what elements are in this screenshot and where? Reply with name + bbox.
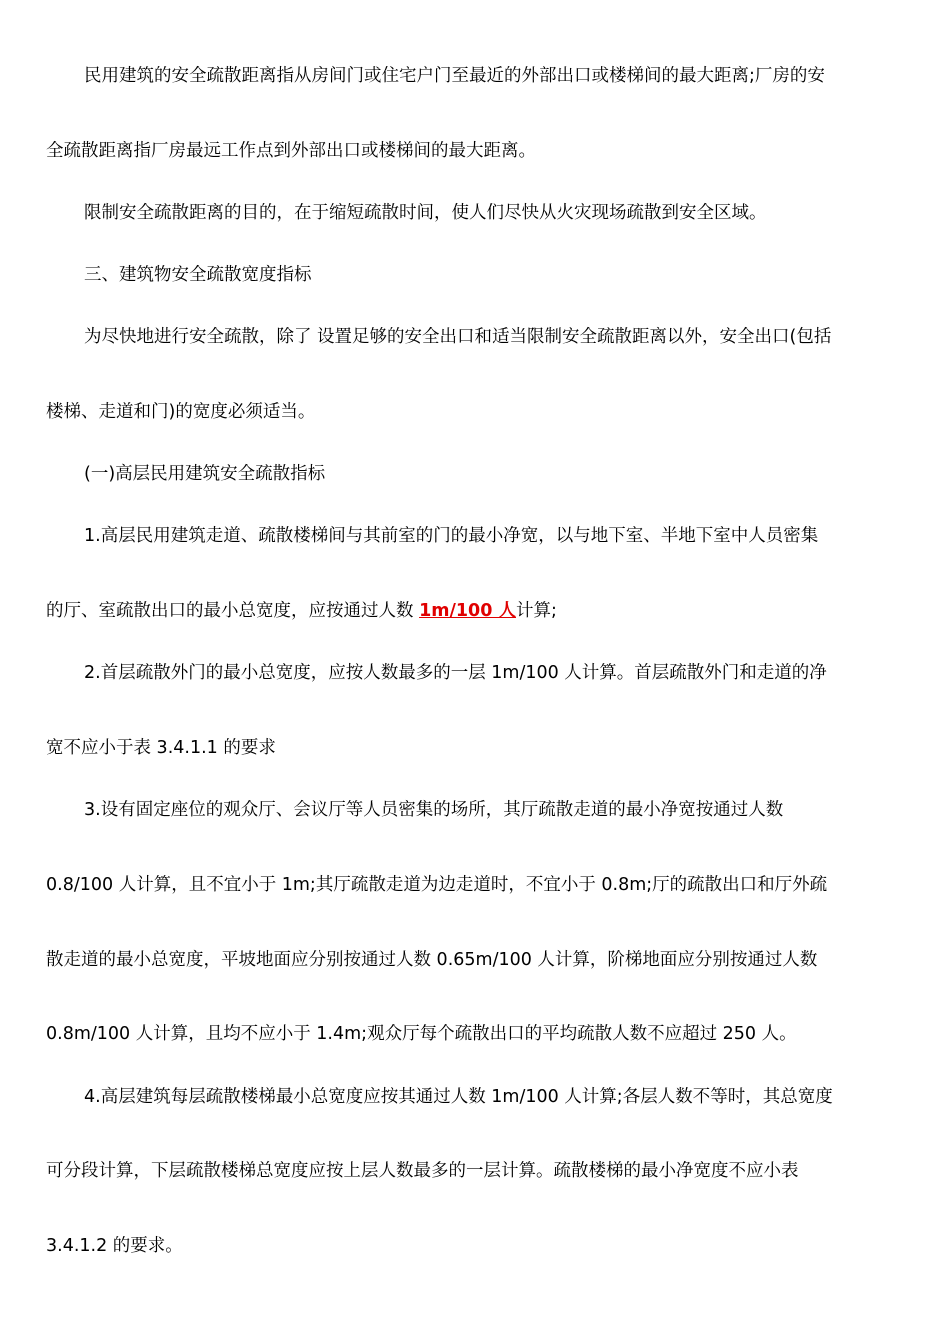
paragraph-line: 限制安全疏散距离的目的，在于缩短疏散时间，使人们尽快从火灾现场疏散到安全区域。 bbox=[84, 203, 767, 223]
highlighted-value: 1m/100 人 bbox=[419, 601, 516, 621]
paragraph-line: 为尽快地进行安全疏散，除了 设置足够的安全出口和适当限制安全疏散距离以外，安全出口(包括 bbox=[84, 327, 832, 347]
paragraph-line: 3.4.1.2 的要求。 bbox=[46, 1236, 183, 1256]
paragraph-line: 全疏散距离指厂房最远工作点到外部出口或楼梯间的最大距离。 bbox=[46, 141, 536, 161]
paragraph-line: 0.8m/100 人计算，且均不应小于 1.4m;观众厅每个疏散出口的平均疏散人数不应超过 250 人。 bbox=[46, 1024, 797, 1044]
paragraph-line: 3.设有固定座位的观众厅、会议厅等人员密集的场所，其厅疏散走道的最小净宽按通过人数 bbox=[84, 800, 784, 820]
subsection-heading: (一)高层民用建筑安全疏散指标 bbox=[84, 464, 326, 484]
paragraph-line: 散走道的最小总宽度，平坡地面应分别按通过人数 0.65m/100 人计算，阶梯地面应分别按通过人数 bbox=[46, 950, 818, 970]
text-before: 的厅、室疏散出口的最小总宽度，应按通过人数 bbox=[46, 601, 420, 621]
section-heading: 三、建筑物安全疏散宽度指标 bbox=[84, 265, 312, 285]
paragraph-line: 1.高层民用建筑走道、疏散楼梯间与其前室的门的最小净宽，以与地下室、半地下室中人员密集 bbox=[84, 526, 819, 546]
paragraph-line-mixed bbox=[46, 599, 557, 623]
paragraph-line: 4.高层建筑每层疏散楼梯最小总宽度应按其通过人数 1m/100 人计算;各层人数不等时，其总宽度 bbox=[84, 1087, 833, 1107]
paragraph-line: 可分段计算，下层疏散楼梯总宽度应按上层人数最多的一层计算。疏散楼梯的最小净宽度不应小表 bbox=[46, 1161, 799, 1181]
paragraph-line: 2.首层疏散外门的最小总宽度，应按人数最多的一层 1m/100 人计算。首层疏散外门和走道的净 bbox=[84, 663, 827, 683]
paragraph-line: 宽不应小于表 3.4.1.1 的要求 bbox=[46, 738, 276, 758]
paragraph-line: 楼梯、走道和门)的宽度必须适当。 bbox=[46, 402, 316, 422]
text-after: 计算; bbox=[516, 601, 557, 621]
paragraph-line: 民用建筑的安全疏散距离指从房间门或住宅户门至最近的外部出口或楼梯间的最大距离;厂房的安 bbox=[84, 66, 825, 86]
paragraph-line: 0.8/100 人计算，且不宜小于 1m;其厅疏散走道为边走道时，不宜小于 0.8m;厅的疏散出口和厅外疏 bbox=[46, 875, 828, 895]
